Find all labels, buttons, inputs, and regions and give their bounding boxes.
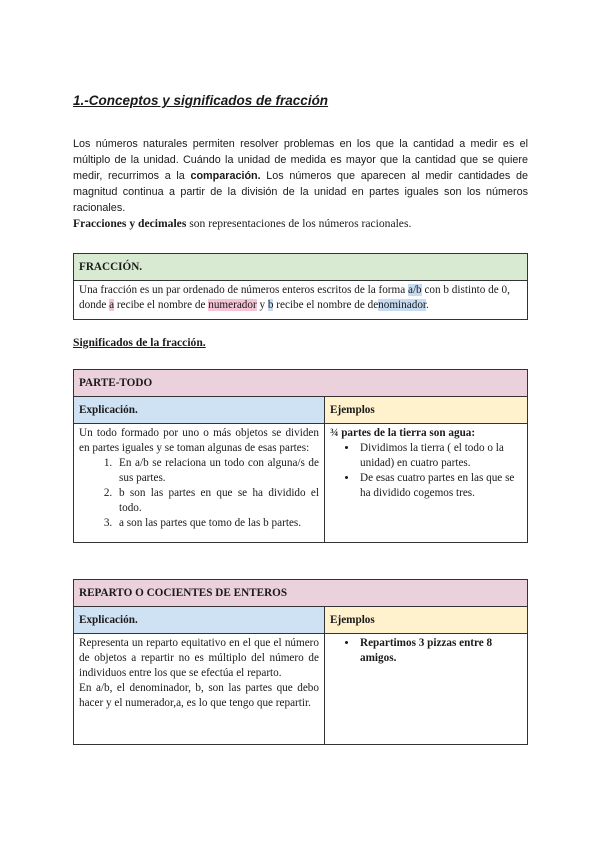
intro-text-b: Los números que aparecen al medir cantidades de magnitud continua a partir de la división de la unidad en partes iguales son los números racionales. [73, 170, 528, 214]
def-text-4: y [256, 299, 268, 311]
list-item: 1. En a/b se relaciona un todo con alguna/s de sus partes. [115, 456, 319, 486]
reparto-explanation-1: Representa un reparto equitativo en el que el número de objetos a repartir no es múltiplo del número de individuos entre los que se efectúa el reparto. [79, 637, 319, 679]
intro-text-rest: son representaciones de los números racionales. [186, 217, 412, 230]
reparto-col-ejemplos: Ejemplos [325, 607, 528, 634]
intro-bold-fracciones: Fracciones y decimales [73, 217, 187, 230]
intro-text-a: Los números naturales permiten resolver problemas en los que la cantidad a medir es el múltiplo de la unidad. Cuándo la unidad de medida es mayor que la cantidad que se quiere medir, recurrimos a la [73, 138, 528, 182]
intro-bold-comparacion: comparación. [190, 170, 261, 182]
list-item: • Dividimos la tierra ( el todo o la unidad) en cuatro partes. [358, 441, 522, 471]
intro-paragraph-1 [73, 136, 528, 216]
fraccion-heading: FRACCIÓN. [74, 254, 528, 281]
parte-todo-examples-list [330, 441, 522, 501]
reparto-explanation-2: En a/b, el denominador, b, son las partes que debo hacer y el numerador,a, es lo que tengo que repartir. [79, 682, 319, 709]
reparto-col-explicacion: Explicación. [74, 607, 325, 634]
intro-paragraph-2 [73, 216, 528, 232]
intro-text [73, 136, 528, 232]
fraccion-definition [74, 281, 528, 320]
def-text-3: recibe el nombre de [114, 299, 209, 311]
highlight-numerador: numerador [208, 299, 257, 311]
reparto-table [73, 579, 528, 745]
parte-todo-table [73, 369, 528, 543]
parte-todo-examples-cell [325, 424, 528, 543]
reparto-heading: REPARTO O COCIENTES DE ENTEROS [74, 580, 528, 607]
section-title: 1.-Conceptos y significados de fracción [73, 93, 329, 108]
parte-todo-example-title: ¾ partes de la tierra son agua: [330, 427, 476, 439]
def-text-6: . [426, 299, 429, 311]
list-item: 2. b son las partes en que se ha dividido el todo. [115, 486, 319, 516]
parte-todo-list [79, 456, 319, 531]
def-text-2: con b distinto de 0, donde [79, 284, 510, 311]
def-text-1: Una fracción es un par ordenado de números enteros escritos de la forma [79, 284, 408, 296]
parte-todo-col-explicacion: Explicación. [74, 397, 325, 424]
reparto-examples-cell [325, 634, 528, 745]
list-item: 3. a son las partes que tomo de las b partes. [115, 516, 319, 531]
highlight-denominador: nominador [378, 299, 427, 311]
highlight-ab: a/b [407, 284, 422, 296]
highlight-a: a [109, 299, 115, 311]
fraccion-definition-table [73, 253, 528, 320]
def-text-de: de [367, 299, 379, 311]
parte-todo-col-ejemplos: Ejemplos [325, 397, 528, 424]
parte-todo-explanation-cell [74, 424, 325, 543]
reparto-examples-list [330, 636, 522, 666]
reparto-example: Repartimos 3 pizzas entre 8 amigos. [360, 637, 493, 664]
parte-todo-explanation: Un todo formado por uno o más objetos se dividen en partes iguales y se toman algunas de esas partes: [79, 427, 319, 454]
highlight-b: b [267, 299, 274, 311]
parte-todo-heading: PARTE-TODO [74, 370, 528, 397]
list-item: • De esas cuatro partes en las que se ha dividido cogemos tres. [358, 471, 522, 501]
significados-heading: Significados de la fracción. [73, 336, 206, 349]
def-text-5: recibe el nombre de [273, 299, 368, 311]
reparto-explanation-cell [74, 634, 325, 745]
list-item [358, 636, 522, 666]
